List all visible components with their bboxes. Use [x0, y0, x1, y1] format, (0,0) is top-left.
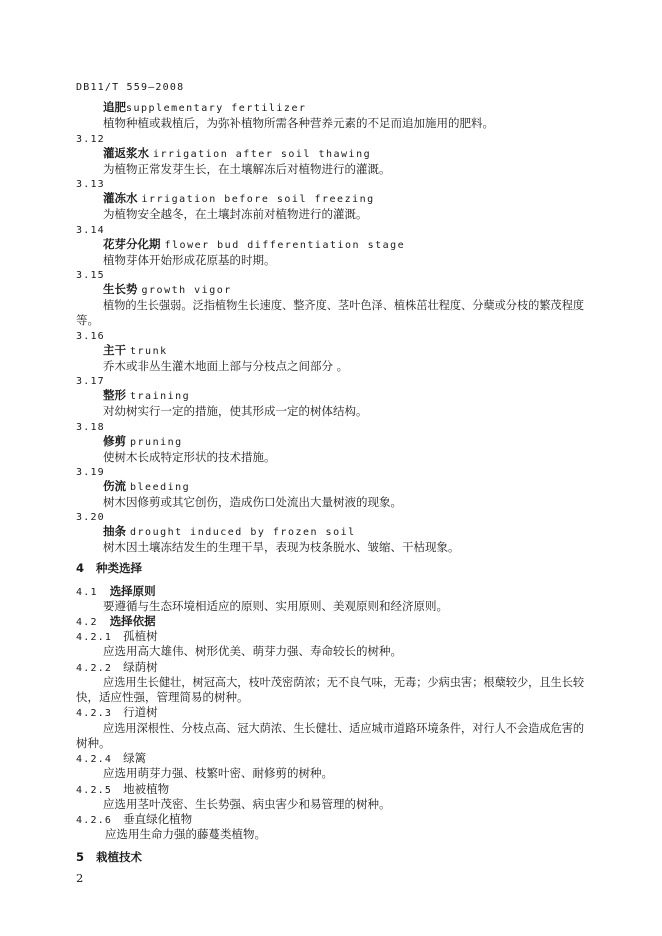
term-title: 灌冻水 irrigation before soil freezing: [103, 191, 375, 205]
term-number: 3.14: [76, 225, 105, 236]
section-heading-4: 4 种类选择: [76, 561, 143, 575]
term-definition: 植物的生长强弱。泛指植物生长速度、整齐度、茎叶色泽、植株茁壮程度、分蘖或分枝的繁茂程度: [103, 299, 585, 312]
clause-text: 应选用茎叶茂密、生长势强、病虫害少和易管理的树种。: [103, 797, 391, 811]
clause-heading-4-2-1: 4.2.1 孤植树: [76, 629, 158, 643]
term-title: 追肥supplementary fertilizer: [103, 100, 307, 114]
term-number: 3.18: [76, 422, 105, 433]
term-number: 3.17: [76, 376, 105, 387]
term-number: 3.20: [76, 512, 105, 523]
term-title: 抽条 drought induced by frozen soil: [103, 524, 356, 538]
clause-heading-4-2-3: 4.2.3 行道树: [76, 705, 158, 719]
clause-text-continued: 快，适应性强，管理简易的树种。: [76, 690, 249, 704]
term-definition: 使树木长成特定形状的技术措施。: [103, 450, 276, 464]
term-title: 花芽分化期 flower bud differentiation stage: [103, 237, 406, 251]
clause-heading-4-2: 4.2 选择依据: [76, 614, 156, 628]
clause-text: 要遵循与生态环境相适应的原则、实用原则、美观原则和经济原则。: [103, 599, 448, 613]
term-definition: 为植物正常发芽生长，在土壤解冻后对植物进行的灌溉。: [103, 162, 391, 176]
page-number: 2: [76, 871, 84, 885]
term-title: 灌返浆水 irrigation after soil thawing: [103, 146, 372, 160]
clause-text: 应选用生长健壮，树冠高大，枝叶茂密荫浓；无不良气味，无毒；少病虫害；根蘖较少，且生长较: [103, 676, 585, 689]
clause-text-continued: 树种。: [76, 736, 111, 750]
term-title: 伤流 bleeding: [103, 479, 191, 493]
term-number: 3.12: [76, 134, 105, 145]
term-number: 3.16: [76, 331, 105, 342]
clause-heading-4-2-4: 4.2.4 绿篱: [76, 751, 147, 765]
term-definition: 植物芽体开始形成花原基的时期。: [103, 253, 276, 267]
clause-heading-4-2-2: 4.2.2 绿荫树: [76, 660, 158, 674]
term-number: 3.19: [76, 467, 105, 478]
term-definition: 树木因修剪或其它创伤，造成伤口处流出大量树液的现象。: [103, 495, 402, 509]
term-title: 主干 trunk: [103, 343, 168, 357]
term-number: 3.13: [76, 179, 105, 190]
clause-text: 应选用深根性、分枝点高、冠大荫浓、生长健壮、适应城市道路环境条件，对行人不会造成危害的: [103, 722, 585, 735]
term-definition: 对幼树实行一定的措施，使其形成一定的树体结构。: [103, 404, 368, 418]
clause-heading-4-2-6: 4.2.6 垂直绿化植物: [76, 812, 193, 826]
clause-text: 应选用生命力强的藤蔓类植物。: [105, 827, 266, 841]
term-definition: 乔木或非丛生灌木地面上部与分枝点之间部分 。: [103, 359, 349, 373]
term-title: 整形 training: [103, 388, 191, 402]
clause-heading-4-2-5: 4.2.5 地被植物: [76, 782, 170, 796]
term-title: 修剪 pruning: [103, 434, 183, 448]
document-header: DB11/T 559—2008: [76, 82, 185, 93]
section-heading-5: 5 栽植技术: [76, 850, 143, 864]
term-title: 生长势 growth vigor: [103, 282, 232, 296]
term-definition-continued: 等。: [76, 313, 99, 327]
term-definition: 树木因土壤冻结发生的生理干旱，表现为枝条脱水、皱缩、干枯现象。: [103, 540, 460, 554]
term-definition: 植物种植或栽植后，为弥补植物所需各种营养元素的不足而追加施用的肥料。: [103, 116, 494, 130]
clause-text: 应选用萌芽力强、枝繁叶密、耐修剪的树种。: [103, 766, 333, 780]
term-definition: 为植物安全越冬，在土壤封冻前对植物进行的灌溉。: [103, 207, 368, 221]
clause-heading-4-1: 4.1 选择原则: [76, 584, 156, 598]
term-number: 3.15: [76, 270, 105, 281]
clause-text: 应选用高大雄伟、树形优美、萌芽力强、寿命较长的树种。: [103, 644, 402, 658]
